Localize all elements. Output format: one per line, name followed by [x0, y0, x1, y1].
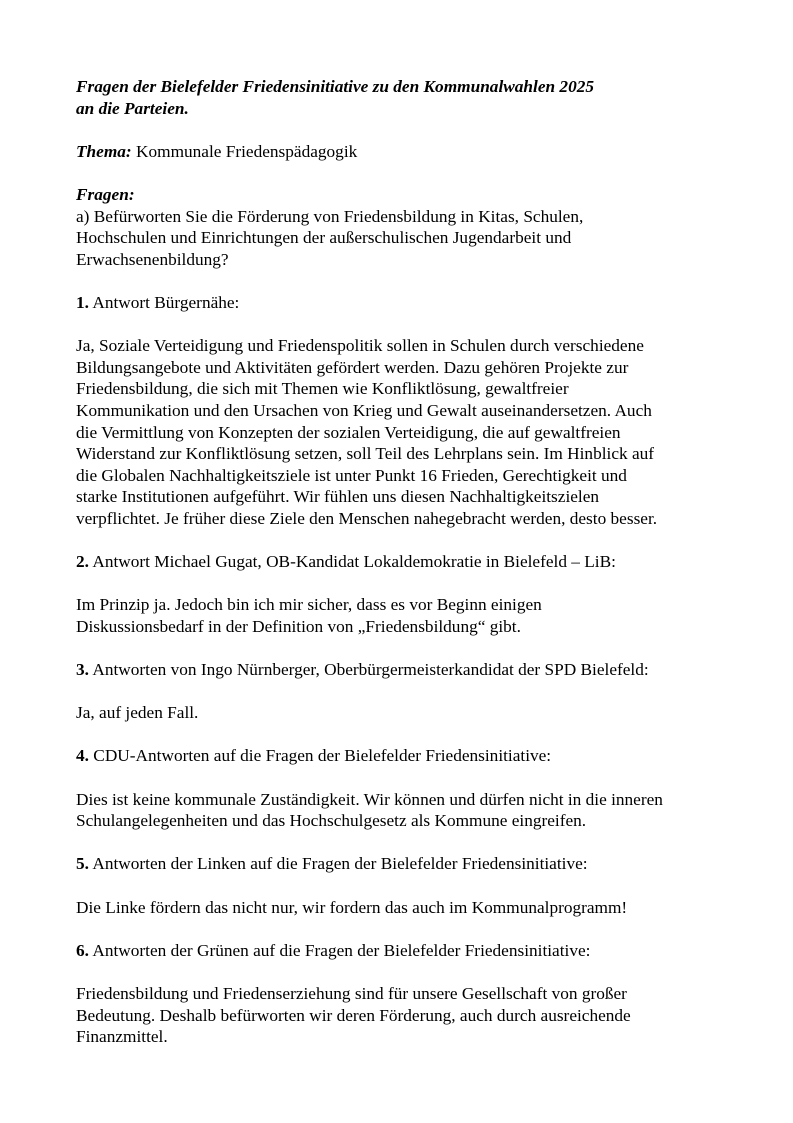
question-line: a) Befürworten Sie die Förderung von Friedensbildung in Kitas, Schulen, [76, 206, 584, 226]
question-line: Hochschulen und Einrichtungen der außerschulischen Jugendarbeit und [76, 228, 572, 248]
answer-line: Kommunikation und den Ursachen von Krieg und Gewalt auseinandersetzen. Auch [76, 400, 652, 420]
answer-number: 6. [76, 940, 89, 960]
title-line: Fragen der Bielefelder Friedensinitiative zu den Kommunalwahlen 2025 [76, 77, 594, 96]
questions-label: Fragen: [76, 184, 135, 204]
answer-number: 3. [76, 660, 89, 680]
answer-line: Friedensbildung und Friedenserziehung sind für unsere Gesellschaft von großer [76, 983, 627, 1003]
answer-line: die Vermittlung von Konzepten der sozialen Verteidigung, die auf gewaltfreien [76, 422, 621, 442]
document-title [76, 76, 736, 119]
answer-heading-text: Antwort Michael Gugat, OB-Kandidat Lokaldemokratie in Bielefeld – LiB: [92, 552, 616, 572]
answer-body [76, 983, 736, 1048]
answer-number: 1. [76, 292, 89, 312]
answer-line: Widerstand zur Konfliktlösung setzen, soll Teil des Lehrplans sein. Im Hinblick auf [76, 444, 655, 464]
topic-value: Kommunale Friedenspädagogik [136, 141, 358, 161]
answers-list [76, 270, 736, 1047]
answer-heading-text: Antworten der Grünen auf die Fragen der Bielefelder Friedensinitiative: [92, 940, 591, 960]
answer-line: Finanzmittel. [76, 1027, 168, 1047]
answer-body [76, 897, 736, 919]
answer-number: 4. [76, 746, 89, 766]
answer-body [76, 789, 736, 832]
answer-number: 2. [76, 552, 89, 572]
question-line: Erwachsenenbildung? [76, 249, 229, 269]
answer-heading-text: CDU-Antworten auf die Fragen der Bielefelder Friedensinitiative: [93, 746, 552, 766]
answer-body [76, 335, 736, 529]
answer-line: Bildungsangebote und Aktivitäten gefördert werden. Dazu gehören Projekte zur [76, 357, 629, 377]
answer-heading [76, 745, 736, 767]
answer-body [76, 702, 736, 724]
answer-line: Ja, Soziale Verteidigung und Friedenspolitik sollen in Schulen durch verschiedene [76, 336, 644, 356]
answer-heading-text: Antworten von Ingo Nürnberger, Oberbürgermeisterkandidat der SPD Bielefeld: [92, 660, 649, 680]
answer-heading [76, 853, 736, 875]
answer-heading [76, 551, 736, 573]
answer-line: Friedensbildung, die sich mit Themen wie Konfliktlösung, gewaltfreier [76, 379, 569, 399]
answer-line: Die Linke fördern das nicht nur, wir fordern das auch im Kommunalprogramm! [76, 897, 628, 917]
answer-heading [76, 292, 736, 314]
answer-heading [76, 940, 736, 962]
answer-line: Ja, auf jeden Fall. [76, 703, 199, 723]
topic-label: Thema: [76, 141, 132, 161]
answer-line: starke Institutionen aufgeführt. Wir fühlen uns diesen Nachhaltigkeitszielen [76, 487, 600, 507]
answer-body [76, 594, 736, 637]
title-line: an die Parteien. [76, 98, 189, 118]
document-page [76, 76, 736, 1048]
topic-line [76, 141, 736, 163]
answer-line: Schulangelegenheiten und das Hochschulgesetz als Kommune eingreifen. [76, 811, 587, 831]
answer-line: Bedeutung. Deshalb befürworten wir deren Förderung, auch durch ausreichende [76, 1005, 631, 1025]
answer-line: verpflichtet. Je früher diese Ziele den Menschen nahegebracht werden, desto besser. [76, 508, 658, 528]
answer-line: Dies ist keine kommunale Zuständigkeit. Wir können und dürfen nicht in die inneren [76, 789, 663, 809]
questions-block [76, 184, 736, 270]
answer-heading-text: Antworten der Linken auf die Fragen der Bielefelder Friedensinitiative: [92, 854, 588, 874]
answer-heading-text: Antwort Bürgernähe: [92, 292, 240, 312]
answer-line: die Globalen Nachhaltigkeitsziele ist unter Punkt 16 Frieden, Gerechtigkeit und [76, 465, 627, 485]
answer-heading [76, 659, 736, 681]
answer-line: Diskussionsbedarf in der Definition von „Friedensbildung“ gibt. [76, 616, 521, 636]
answer-number: 5. [76, 854, 89, 874]
answer-line: Im Prinzip ja. Jedoch bin ich mir sicher, dass es vor Beginn einigen [76, 595, 542, 615]
